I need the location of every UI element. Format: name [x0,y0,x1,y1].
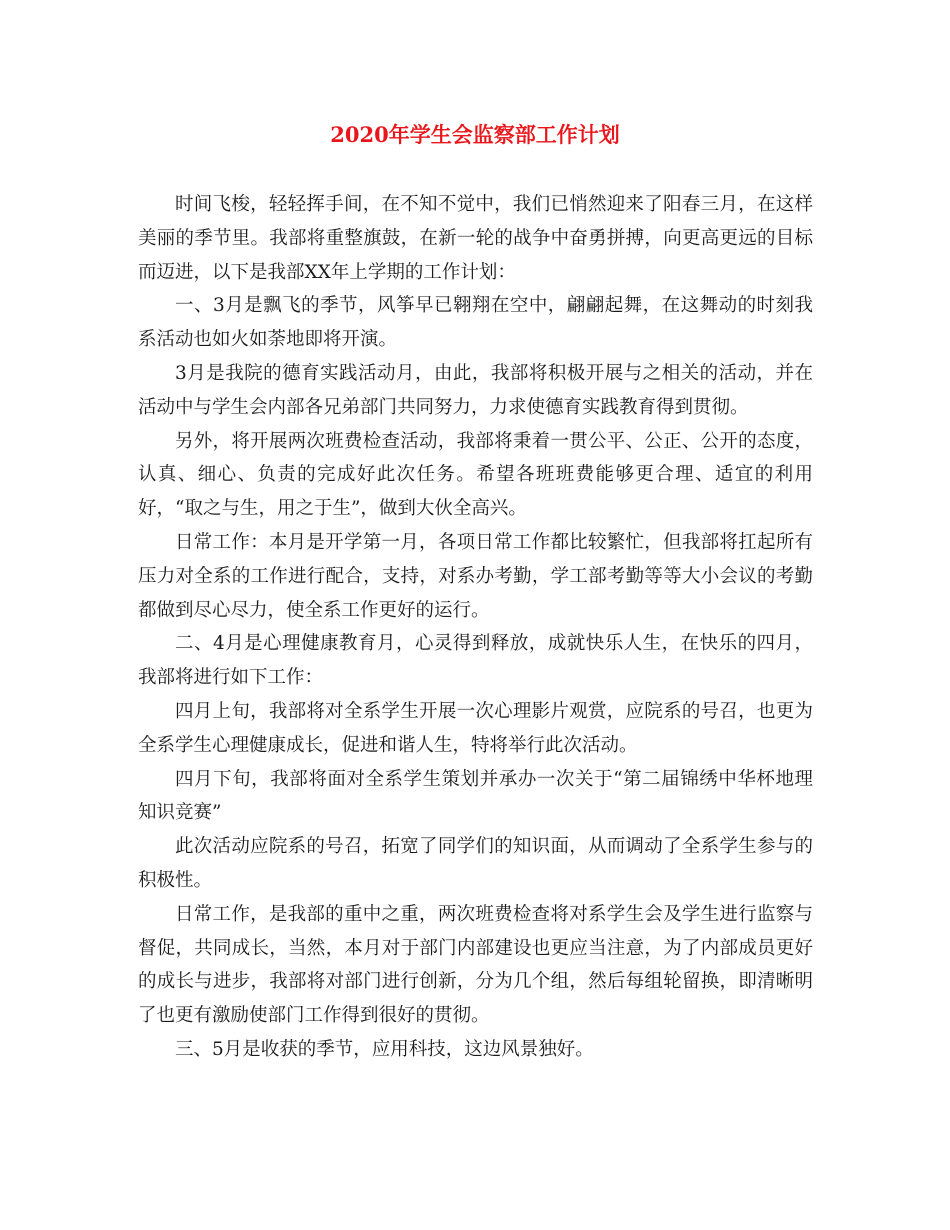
paragraph-march-heading: 一、3月是飘飞的季节，风筝早已翱翔在空中，翩翩起舞，在这舞动的时刻我系活动也如火如荼地即将开演。 [138,295,813,351]
paragraph-may-heading: 三、5月是收获的季节，应用科技，这边风景独好。 [175,1038,594,1060]
paragraph-march-moral-education: 3月是我院的德育实践活动月，由此，我部将积极开展与之相关的活动，并在活动中与学生会内部各兄弟部门共同努力，力求使德育实践教育得到贯彻。 [138,362,813,418]
paragraph-march-class-fee-check: 另外，将开展两次班费检查活动，我部将秉着一贯公平、公正、公开的态度，认真、细心、负责的完成好此次任务。希望各班班费能够更合理、适宜的利用好，“取之与生，用之于生”，做到大伙全高兴。 [138,430,813,520]
paragraph-april-daily-work: 日常工作，是我部的重中之重，两次班费检查将对系学生会及学生进行监察与督促，共同成长，当然，本月对于部门内部建设也更应当注意，为了内部成员更好的成长与进步，我部将对部门进行创新，分为几个组，然后每组轮留换，即清晰明了也更有激励使部门工作得到很好的贯彻。 [138,903,813,1027]
document-body [138,188,813,1067]
paragraph-april-late: 四月下旬，我部将面对全系学生策划并承办一次关于“第二届锦绣中华杯地理知识竞赛” [138,768,813,824]
paragraph-intro: 时间飞梭，轻轻挥手间，在不知不觉中，我们已悄然迎来了阳春三月，在这样美丽的季节里。我部将重整旗鼓，在新一轮的战争中奋勇拼搏，向更高更远的目标而迈进，以下是我部XX年上学期的工作计划： [138,194,813,283]
paragraph-april-early: 四月上旬，我部将对全系学生开展一次心理影片观赏，应院系的号召，也更为全系学生心理健康成长，促进和谐人生，特将举行此次活动。 [138,700,813,756]
paragraph-april-activity-purpose: 此次活动应院系的号召，拓宽了同学们的知识面，从而调动了全系学生参与的积极性。 [138,836,813,891]
paragraph-april-heading: 二、4月是心理健康教育月，心灵得到释放，成就快乐人生，在快乐的四月，我部将进行如下工作： [138,633,813,689]
document-title: 2020年学生会监察部工作计划 [330,122,620,147]
paragraph-march-daily-work: 日常工作：本月是开学第一月，各项日常工作都比较繁忙，但我部将扛起所有压力对全系的工作进行配合，支持，对系办考勤，学工部考勤等等大小会议的考勤都做到尽心尽力，使全系工作更好的运行。 [138,531,813,621]
